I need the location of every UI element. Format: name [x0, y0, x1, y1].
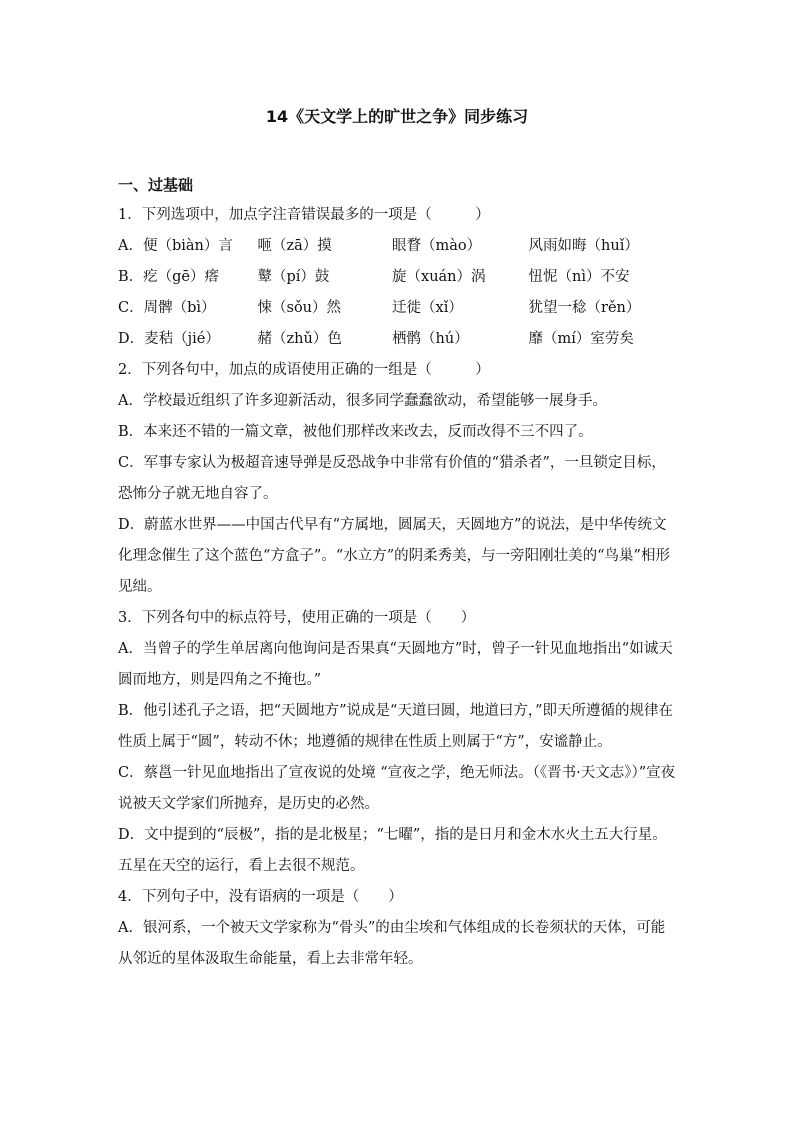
- question-1-row-d: [118, 324, 678, 355]
- option-item: 旋（xuán）涡: [392, 269, 486, 285]
- option-item: C．周髀（bì）: [118, 300, 216, 316]
- question-3-option-a: A．当曾子的学生单居离向他询问是否果真“天圆地方”时，曾子一针见血地指出“如诚天圆而地方，则是四角之不掩也。”: [118, 641, 673, 688]
- question-3-option-b: B．他引述孔子之语，把“天圆地方”说成是“天道曰圆，地道曰方，”即天所遵循的规律在性质上属于“圆”，转动不休；地遵循的规律在性质上则属于“方”，安谧静止。: [118, 703, 674, 750]
- exercise-content: [118, 200, 678, 975]
- option-item: 咂（zā）摸: [257, 238, 332, 254]
- option-item: 栖鹘（hú）: [392, 331, 469, 347]
- option-item: 犹望一稔（rěn）: [528, 300, 641, 316]
- question-2-option-d: D．蔚蓝水世界——中国古代早有“方属地，圆属天，天圆地方”的说法，是中华传统文化理念催生了这个蓝色“方盒子”。“水立方”的阴柔秀美，与一旁阳刚壮美的“鸟巢”相形见绌。: [118, 517, 670, 595]
- question-2-option-a: A．学校最近组织了许多迎新活动，很多同学蠢蠢欲动，希望能够一展身手。: [118, 393, 607, 409]
- option-item: A．便（biàn）言: [118, 238, 233, 254]
- question-2-option-c: C．军事专家认为极超音速导弹是反恐战争中非常有价值的“猎杀者”，一旦锁定目标，恐怖分子就无地自容了。: [118, 455, 666, 502]
- option-item: 悚（sǒu）然: [257, 300, 342, 316]
- question-1-stem: 1．下列选项中，加点字注音错误最多的一项是（ ）: [118, 207, 490, 223]
- option-item: 眼瞀（mào）: [392, 238, 482, 254]
- option-item: 忸怩（nì）不安: [528, 269, 630, 285]
- question-3-option-c: C．蔡邕一针见血地指出了宣夜说的处境 “宣夜之学，绝无师法。（《晋书·天文志》）”宣夜说被天文学家们所抛弃，是历史的必然。: [118, 765, 676, 812]
- question-2-option-b: B．本来还不错的一篇文章，被他们那样改来改去，反而改得不三不四了。: [118, 424, 593, 440]
- question-4-stem: 4．下列句子中，没有语病的一项是（ ）: [118, 889, 403, 905]
- page-title: 14《天文学上的旷世之争》同步练习: [265, 107, 529, 126]
- option-item: 风雨如晦（huǐ）: [528, 238, 639, 254]
- option-item: 靡（mí）室劳矣: [528, 331, 634, 347]
- question-1-row-c: [118, 293, 678, 324]
- question-4-option-a: A．银河系，一个被天文学家称为“骨头”的由尘埃和气体组成的长卷须状的天体，可能从邻近的星体汲取生命能量，看上去非常年轻。: [118, 920, 666, 967]
- question-2-stem: 2．下列各句中，加点的成语使用正确的一组是（ ）: [118, 362, 490, 378]
- question-1-row-b: [118, 262, 678, 293]
- question-1-row-a: [118, 231, 678, 262]
- question-3-option-d: D．文中提到的“辰极”，指的是北极星；“七曜”，指的是日月和金木水火土五大行星。五星在天空的运行，看上去很不规范。: [118, 827, 667, 874]
- section-heading: 一、过基础: [118, 176, 194, 194]
- option-item: 迁徙（xǐ）: [392, 300, 463, 316]
- question-3-stem: 3．下列各句中的标点符号，使用正确的一项是（ ）: [118, 610, 476, 626]
- option-item: 鼙（pí）鼓: [257, 269, 330, 285]
- option-item: D．麦秸（jié）: [118, 331, 220, 347]
- option-item: 赭（zhǔ）色: [257, 331, 342, 347]
- option-item: B．疙（gē）瘩: [118, 269, 220, 285]
